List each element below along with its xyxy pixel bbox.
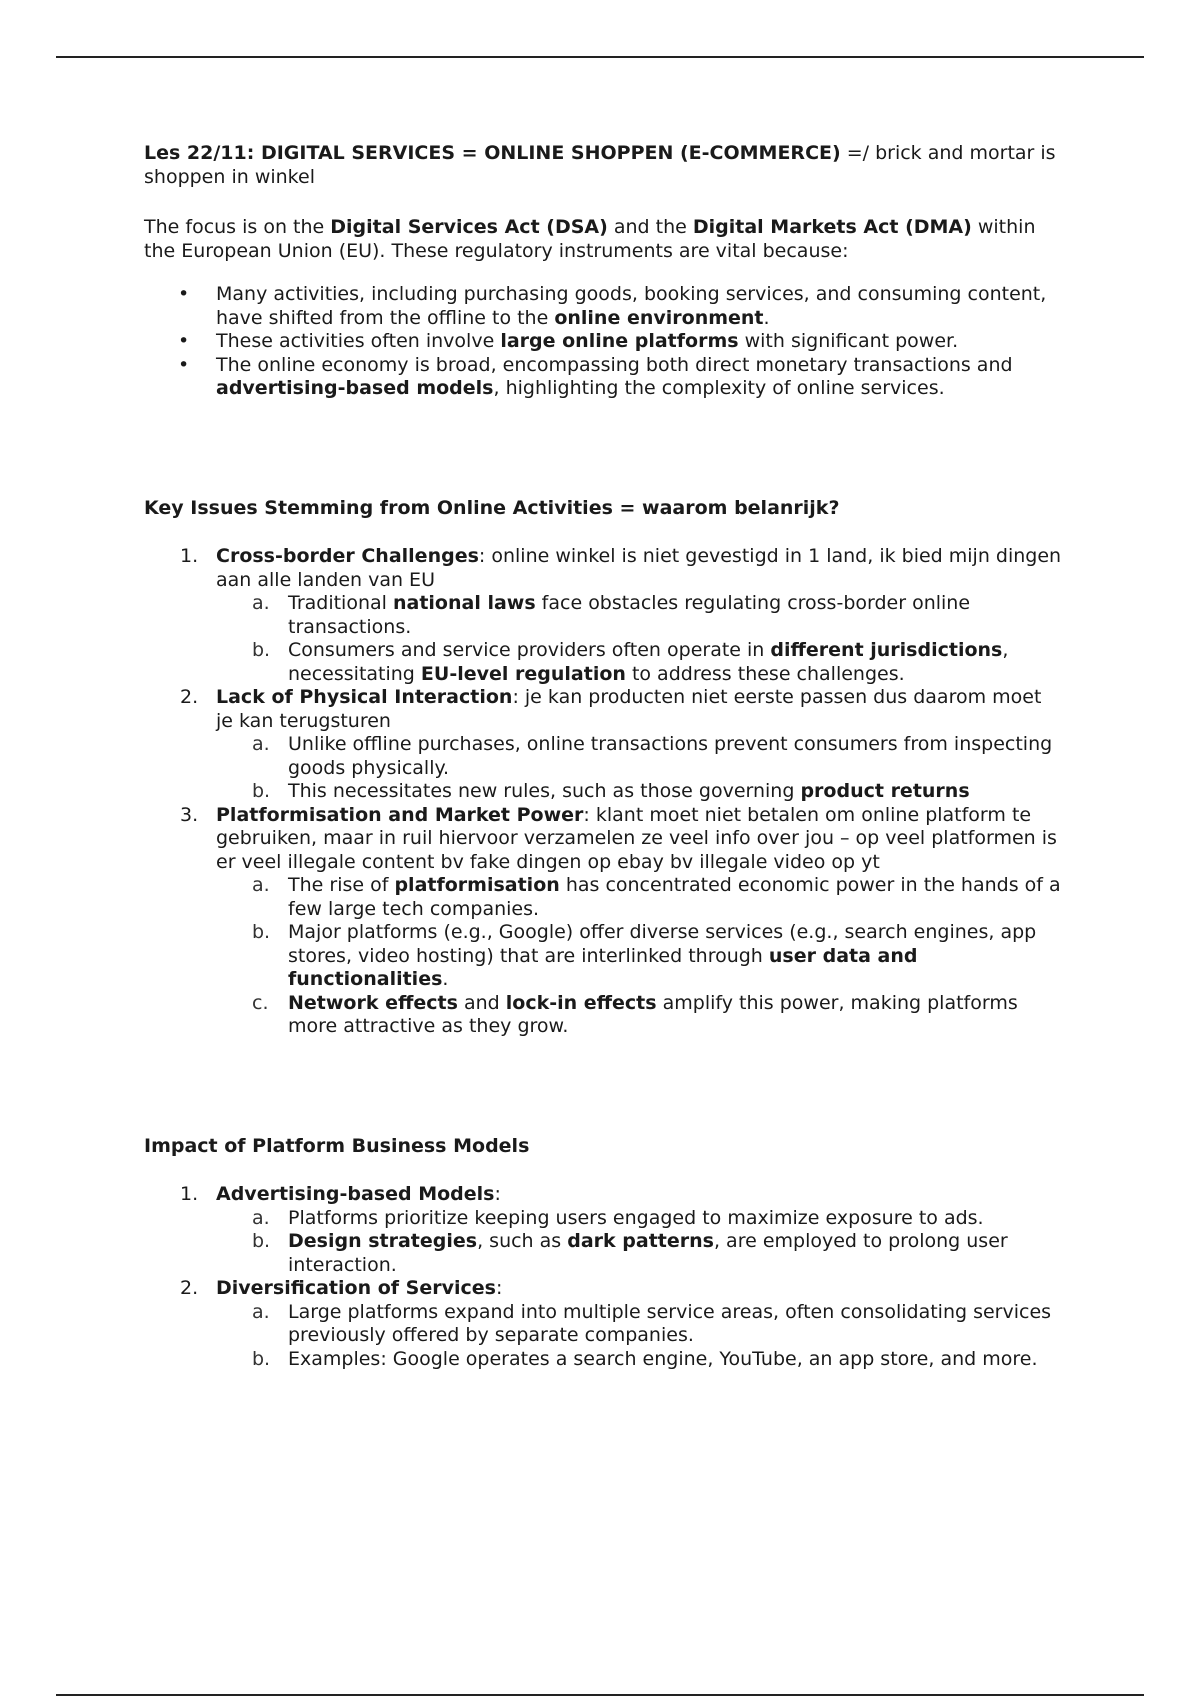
list-item: 2. Lack of Physical Interaction: je kan producten niet eerste passen dus daarom moet je kan terugsturen a. Unlike offline purchases, online transactions prevent consumers from inspecting goods physically. b. This necessitates new rules, such as those governing product returns — [144, 686, 1064, 804]
lesson-title: Les 22/11: DIGITAL SERVICES = ONLINE SHOPPEN (E-COMMERCE) =/ brick and mortar is shoppen in winkel — [144, 142, 1056, 188]
list-item: a. Traditional national laws face obstacles regulating cross-border online transactions. — [252, 592, 971, 638]
platform-models-list — [144, 1183, 1064, 1371]
sub-list — [216, 733, 1064, 804]
list-item: b. Design strategies, such as dark patterns, are employed to prolong user interaction. — [252, 1230, 1008, 1276]
list-item: c. Network effects and lock-in effects amplify this power, making platforms more attractive as they grow. — [252, 991, 1018, 1037]
list-item: a. Large platforms expand into multiple service areas, often consolidating services previously offered by separate companies. — [252, 1300, 1052, 1346]
list-item: • These activities often involve large online platforms with significant power. — [144, 330, 1064, 354]
page-top-rule — [56, 56, 1144, 58]
list-item: 1. Advertising-based Models: a. Platforms prioritize keeping users engaged to maximize exposure to ads. b. Design strategies, such as dark patterns, are employed to prolong user interaction. — [144, 1183, 1064, 1277]
list-item: b. Examples: Google operates a search engine, YouTube, an app store, and more. — [252, 1347, 1038, 1370]
intro-paragraph: The focus is on the Digital Services Act (DSA) and the Digital Markets Act (DMA) within the European Union (EU). These regulatory instruments are vital because: — [144, 216, 1036, 262]
intro-bullet-list — [144, 283, 1064, 401]
sub-list — [216, 1301, 1064, 1372]
page-bottom-rule — [56, 1694, 1144, 1696]
list-item: 1. Cross-border Challenges: online winkel is niet gevestigd in 1 land, ik bied mijn dingen aan alle landen van EU a. Traditional national laws face obstacles regulating cross-border online transactions. b. Consumers and service providers often operate in different jurisdictions, necessitating EU-level regulation to address these challenges. — [144, 545, 1064, 686]
list-item: a. The rise of platformisation has concentrated economic power in the hands of a few large tech companies. — [252, 874, 1061, 920]
list-item: • The online economy is broad, encompassing both direct monetary transactions and advertising-based models, highlighting the complexity of online services. — [144, 354, 1064, 401]
section-heading-platform-models: Impact of Platform Business Models — [144, 1134, 530, 1157]
section-heading-key-issues: Key Issues Stemming from Online Activities = waarom belanrijk? — [144, 496, 840, 519]
list-item: b. This necessitates new rules, such as those governing product returns — [252, 780, 970, 802]
document-body — [144, 142, 1064, 1371]
list-item: b. Major platforms (e.g., Google) offer diverse services (e.g., search engines, app stores, video hosting) that are interlinked through user data and functionalities. — [252, 921, 1037, 990]
sub-list — [216, 1207, 1064, 1278]
list-item: 3. Platformisation and Market Power: klant moet niet betalen om online platform te gebruiken, maar in ruil hiervoor verzamelen ze veel info over jou – op veel platformen is er veel illegale content bv fake dingen op ebay bv illegale video op yt a. The rise of platformisation has concentrated economic power in the hands of a few large tech companies. b. Major platforms (e.g., Google) offer diverse services (e.g., search engines, app stores, video hosting) that are interlinked through user data and functionalities. c. Network effects and lock-in effects amplify this power, making platforms more attractive as they grow. — [144, 804, 1064, 1039]
list-item: a. Platforms prioritize keeping users engaged to maximize exposure to ads. — [252, 1206, 984, 1229]
list-item: b. Consumers and service providers often operate in different jurisdictions, necessitating EU-level regulation to address these challenges. — [252, 639, 1009, 685]
list-item: a. Unlike offline purchases, online transactions prevent consumers from inspecting goods physically. — [252, 733, 1053, 779]
list-item: 2. Diversification of Services: a. Large platforms expand into multiple service areas, often consolidating services previously offered by separate companies. b. Examples: Google operates a search engine, YouTube, an app store, and more. — [144, 1277, 1064, 1371]
sub-list — [216, 874, 1064, 1039]
list-item: • Many activities, including purchasing goods, booking services, and consuming content, have shifted from the offline to the online environment. — [144, 283, 1064, 330]
sub-list — [216, 592, 1064, 686]
key-issues-list — [144, 545, 1064, 1039]
